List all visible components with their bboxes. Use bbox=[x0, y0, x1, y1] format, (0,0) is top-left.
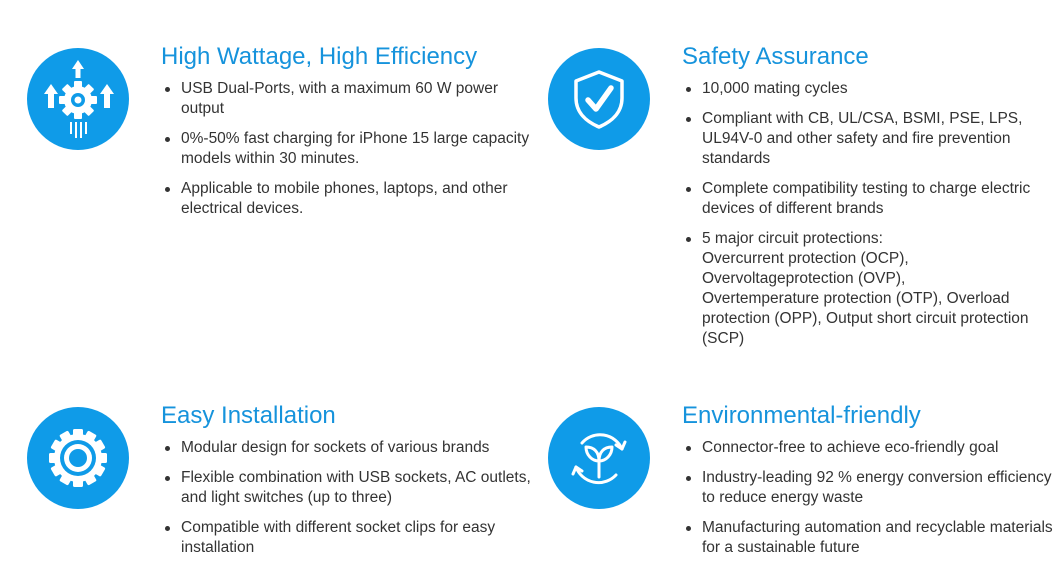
list-item: Compatible with different socket clips for easy installation bbox=[161, 518, 541, 558]
list-item: Applicable to mobile phones, laptops, and other electrical devices. bbox=[161, 179, 541, 219]
list-item: Modular design for sockets of various brands bbox=[161, 438, 541, 458]
list-item: USB Dual-Ports, with a maximum 60 W power output bbox=[161, 79, 541, 119]
list-item: Complete compatibility testing to charge electric devices of different brands bbox=[682, 179, 1063, 219]
list-item-line: 5 major circuit protections: bbox=[702, 230, 883, 247]
list-item: Compliant with CB, UL/CSA, BSMI, PSE, LPS, UL94V-0 and other safety and fire prevention standards bbox=[682, 109, 1063, 169]
feature-list bbox=[161, 79, 541, 219]
recycle-leaf-icon bbox=[548, 407, 650, 509]
list-item-line: Overcurrent protection (OCP), bbox=[702, 250, 909, 267]
gear-arrows-icon bbox=[27, 48, 129, 150]
feature-title: High Wattage, High Efficiency bbox=[161, 43, 478, 70]
list-item-line: Overvoltageprotection (OVP), bbox=[702, 270, 906, 287]
gear-icon bbox=[27, 407, 129, 509]
feature-list bbox=[161, 438, 541, 558]
list-item: 10,000 mating cycles bbox=[682, 79, 1063, 99]
feature-list bbox=[682, 79, 1063, 349]
list-item: Connector-free to achieve eco-friendly goal bbox=[682, 438, 1062, 458]
feature-title: Environmental-friendly bbox=[682, 402, 921, 429]
feature-title: Safety Assurance bbox=[682, 43, 869, 70]
list-item bbox=[682, 229, 1063, 349]
list-item-line: Overtemperature protection (OTP), Overload protection (OPP), Output short circuit protection (SCP) bbox=[702, 290, 1029, 347]
list-item: Industry-leading 92 % energy conversion efficiency to reduce energy waste bbox=[682, 468, 1062, 508]
list-item: 0%-50% fast charging for iPhone 15 large capacity models within 30 minutes. bbox=[161, 129, 541, 169]
feature-list bbox=[682, 438, 1062, 558]
list-item: Flexible combination with USB sockets, AC outlets, and light switches (up to three) bbox=[161, 468, 541, 508]
shield-check-icon bbox=[548, 48, 650, 150]
feature-title: Easy Installation bbox=[161, 402, 336, 429]
list-item: Manufacturing automation and recyclable materials for a sustainable future bbox=[682, 518, 1062, 558]
